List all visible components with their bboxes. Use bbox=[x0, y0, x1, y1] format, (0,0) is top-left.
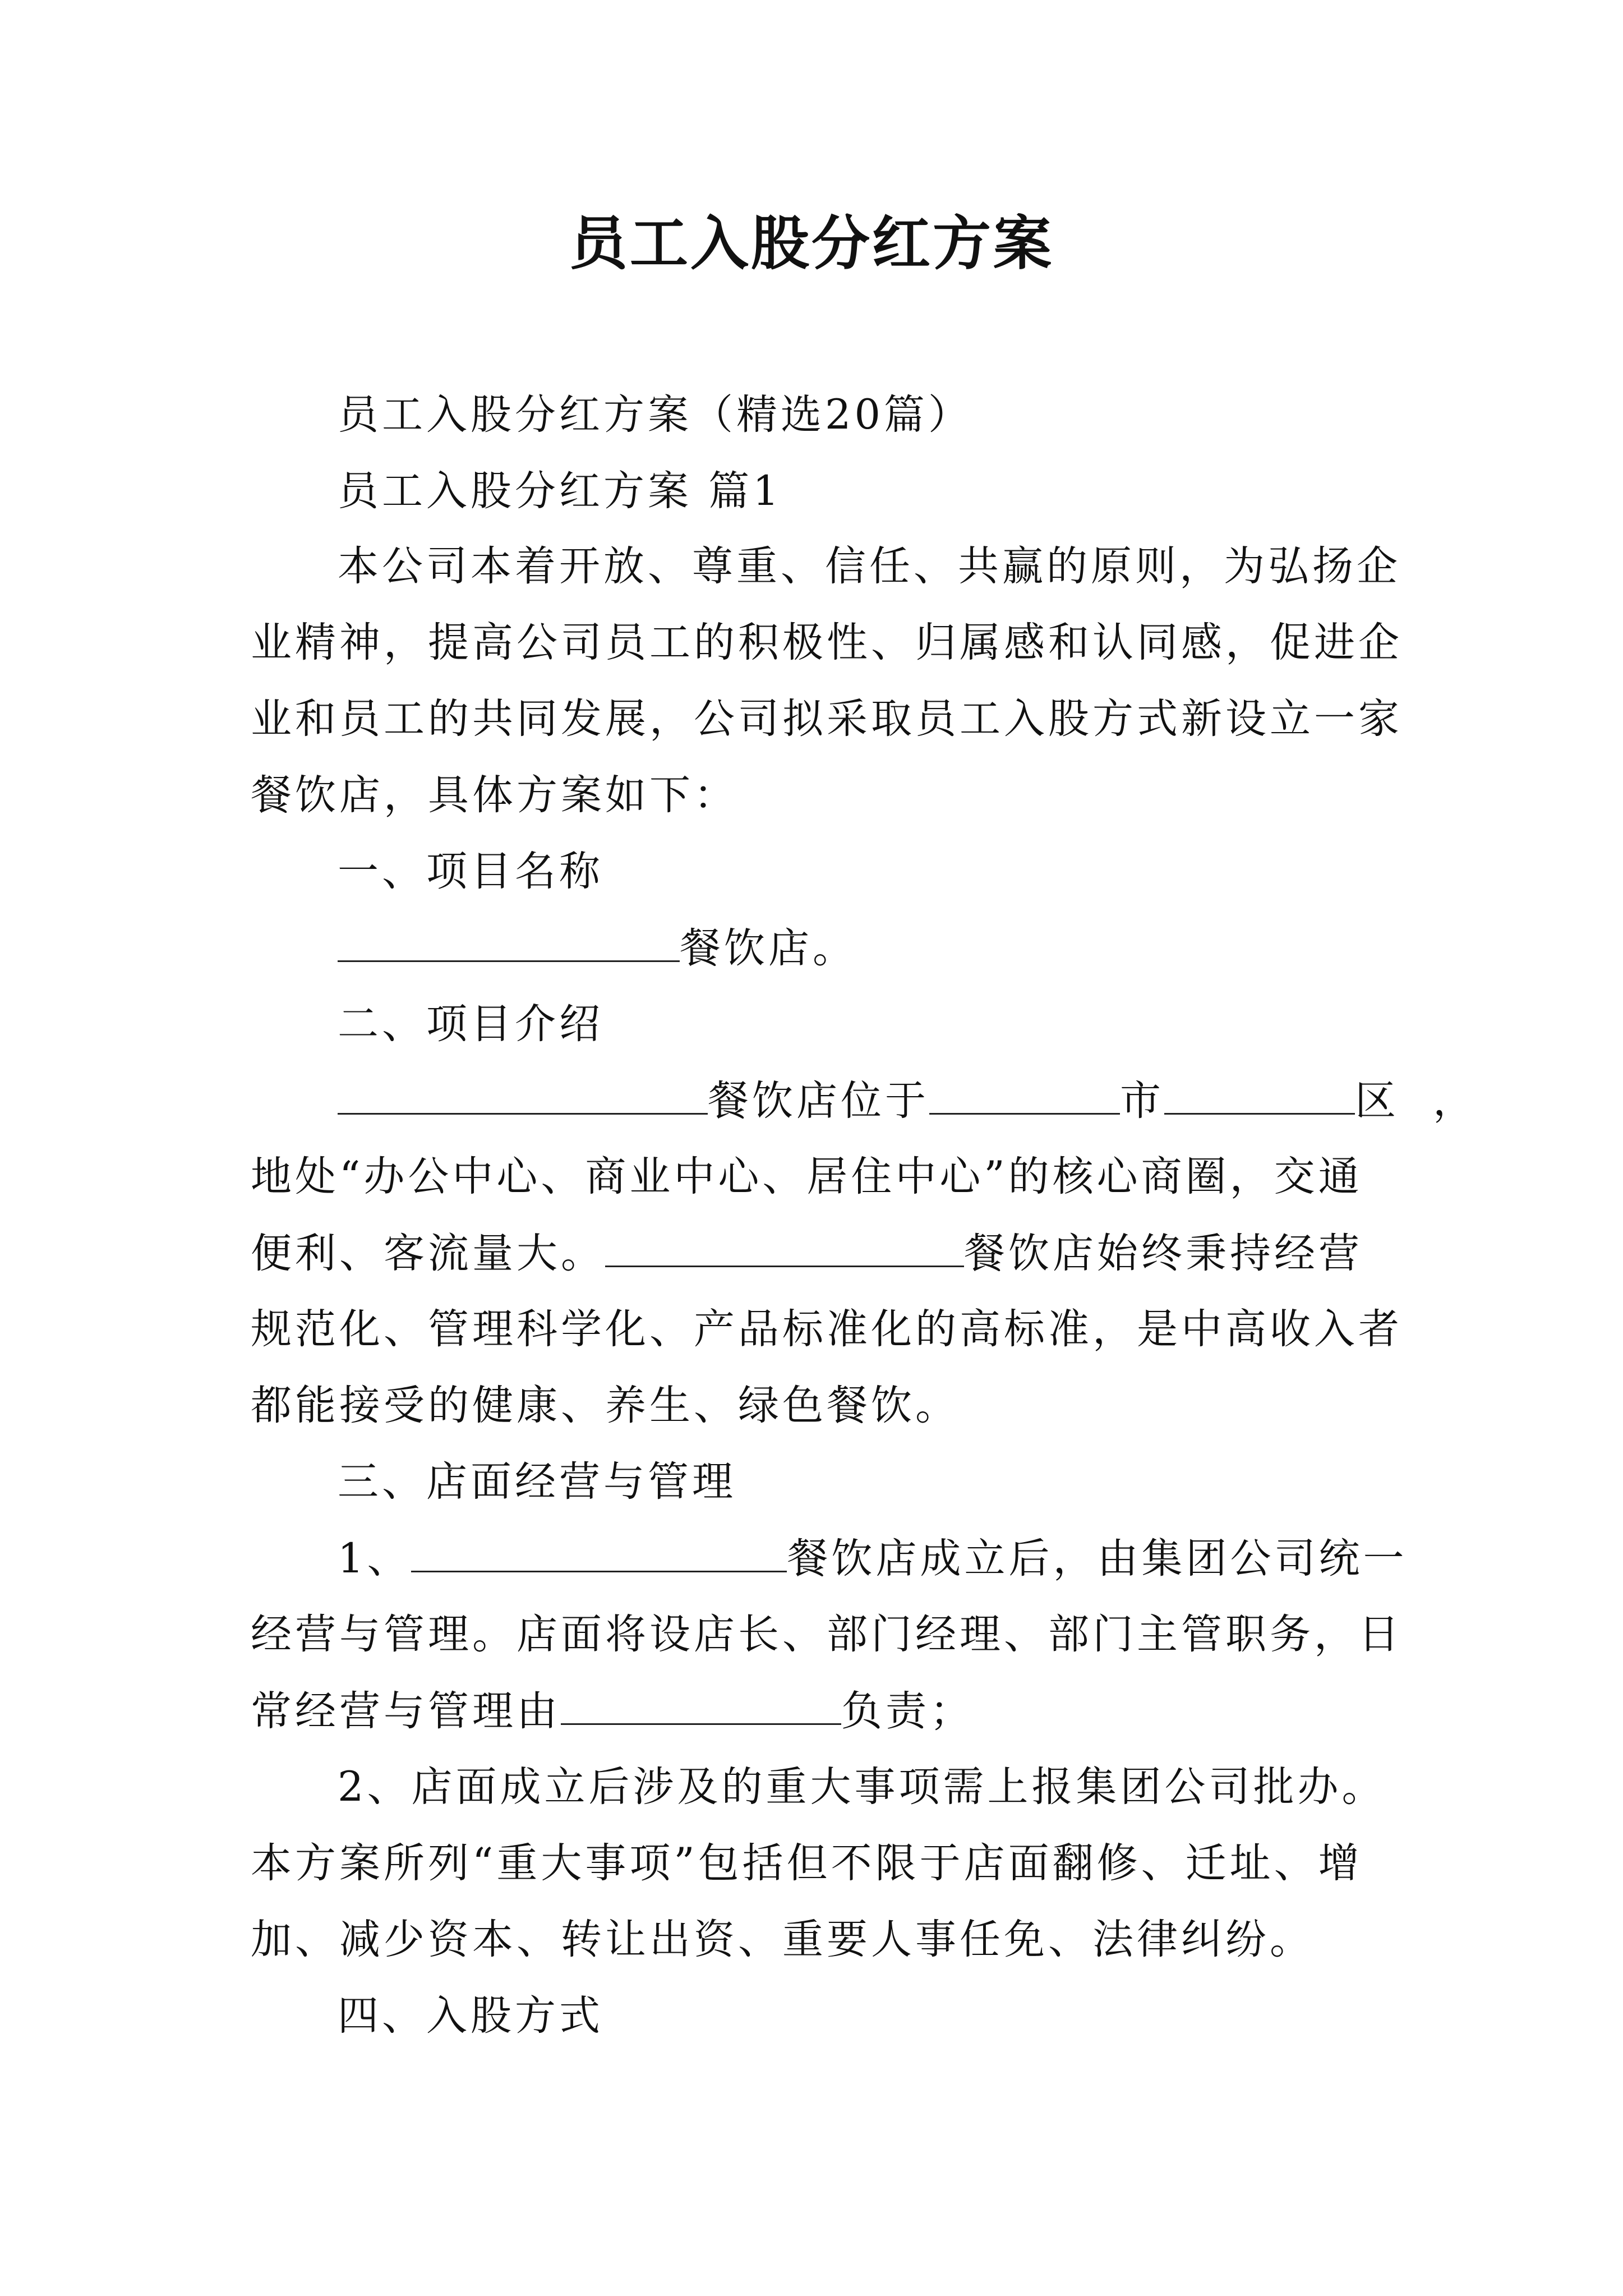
blank-restaurant-name[interactable] bbox=[338, 920, 680, 962]
management-line bbox=[251, 1683, 974, 1740]
heading-store-management: 三、店面经营与管理 bbox=[338, 1458, 736, 1506]
heading-share-method: 四、入股方式 bbox=[338, 1992, 603, 2040]
document-title: 员工入股分红方案 bbox=[569, 209, 1054, 278]
blank-restaurant-name[interactable] bbox=[338, 1073, 708, 1115]
management-text: 餐饮店成立后，由集团公司统一 bbox=[787, 1535, 1408, 1582]
intro-line bbox=[251, 1225, 1363, 1282]
paragraph-line: 餐饮店，具体方案如下： bbox=[251, 771, 738, 819]
intro-line: 都能接受的健康、养生、绿色餐饮。 bbox=[251, 1382, 960, 1429]
blank-responsible-party[interactable] bbox=[561, 1683, 841, 1725]
blank-restaurant-name[interactable] bbox=[605, 1225, 964, 1267]
management-line: 加、减少资本、转让出资、重要人事任免、法律纠纷。 bbox=[251, 1916, 1314, 1963]
section-heading: 员工入股分红方案 篇1 bbox=[338, 467, 782, 515]
intro-text: 市 bbox=[1120, 1077, 1164, 1125]
project-name-suffix: 餐饮店。 bbox=[680, 924, 857, 972]
intro-text: 便利、客流量大。 bbox=[251, 1230, 605, 1277]
project-name-line bbox=[338, 920, 857, 977]
management-text: 常经营与管理由 bbox=[251, 1687, 561, 1735]
management-line: 2、店面成立后涉及的重大事项需上报集团公司批办。 bbox=[338, 1763, 1386, 1811]
management-text: 1、 bbox=[338, 1535, 412, 1582]
intro-text: 餐饮店位于 bbox=[708, 1077, 929, 1125]
blank-restaurant-name[interactable] bbox=[411, 1530, 787, 1572]
heading-project-intro: 二、项目介绍 bbox=[338, 1000, 603, 1048]
management-line bbox=[338, 1530, 1407, 1587]
management-line: 经营与管理。店面将设店长、部门经理、部门主管职务，日 bbox=[251, 1611, 1403, 1658]
paragraph-line: 本公司本着开放、尊重、信任、共赢的原则，为弘扬企 bbox=[338, 542, 1401, 590]
intro-line: 规范化、管理科学化、产品标准化的高标准，是中高收入者 bbox=[251, 1305, 1403, 1353]
heading-project-name: 一、项目名称 bbox=[338, 848, 603, 895]
blank-city[interactable] bbox=[929, 1073, 1120, 1115]
intro-text: 区 bbox=[1355, 1077, 1399, 1125]
paragraph-line: 业精神，提高公司员工的积极性、归属感和认同感，促进企 bbox=[251, 619, 1403, 666]
intro-line bbox=[338, 1073, 1477, 1129]
intro-text: ， bbox=[1433, 1077, 1477, 1125]
management-line: 本方案所列“重大事项”包括但不限于店面翻修、迁址、增 bbox=[251, 1839, 1363, 1887]
paragraph-line: 业和员工的共同发展，公司拟采取员工入股方式新设立一家 bbox=[251, 695, 1403, 743]
blank-district[interactable] bbox=[1164, 1073, 1355, 1115]
intro-text: 餐饮店始终秉持经营 bbox=[964, 1230, 1363, 1277]
document-subtitle: 员工入股分红方案（精选20篇） bbox=[338, 391, 972, 439]
intro-line: 地处“办公中心、商业中心、居住中心”的核心商圈，交通 bbox=[251, 1153, 1363, 1200]
management-text: 负责； bbox=[841, 1687, 974, 1735]
